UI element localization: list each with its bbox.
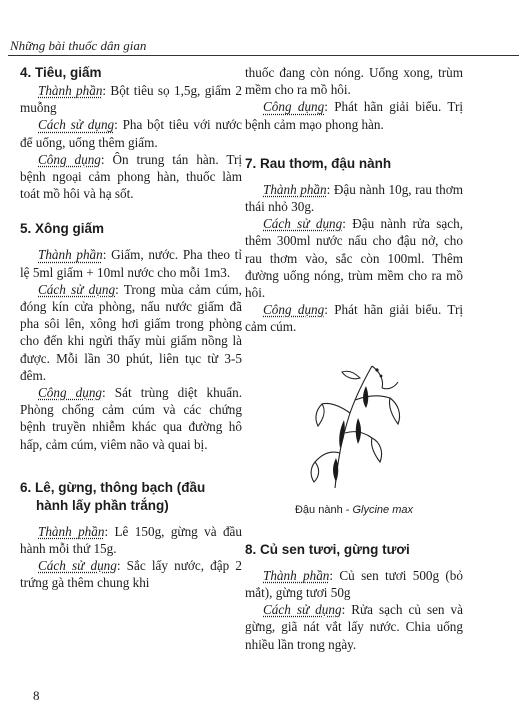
effect-text: : Sát trùng diệt khuẩn. Phòng chống cảm cúm và các chứng bệnh truyền nhiễm khác qua đường hô hấp, cảm cúm, viêm não và quai bị. xyxy=(20,385,242,452)
section-8-ingredients xyxy=(245,567,463,601)
section-7-effect xyxy=(245,301,463,335)
ingredients-text: : Lê 150g, gừng và đầu hành mỗi thứ 15g. xyxy=(20,523,242,557)
usage-label: Cách sử dụng xyxy=(38,558,117,574)
usage-label: Cách sử dụng xyxy=(263,602,342,618)
section-7-ingredients xyxy=(245,181,463,215)
usage-text: : Đậu nành rửa sạch, thêm 300ml nước nấu cho đậu nở, cho rau thơm vào, sắc còn 100ml. Thêm đường uống nóng, trùm mềm cho ra mồ hôi. xyxy=(245,216,463,301)
soybean-illustration xyxy=(245,350,463,500)
effect-text: : Phát hãn giải biểu. Trị cảm cúm. xyxy=(245,302,464,335)
effect-label: Công dụng xyxy=(263,302,325,318)
figure-caption xyxy=(245,502,463,519)
running-head: Những bài thuốc dân gian xyxy=(10,38,147,53)
section-4-usage xyxy=(20,116,242,150)
ingredients-text: : Củ sen tươi 500g (bỏ mắt), gừng tươi 50g xyxy=(245,567,463,601)
section-6-title xyxy=(20,479,242,515)
ingredients-text: : Đậu nành 10g, rau thơm thái nhỏ 30g. xyxy=(245,181,463,215)
left-column xyxy=(20,64,242,592)
section-6-title-line2: hành lấy phần trắng) xyxy=(36,497,169,513)
section-4-ingredients xyxy=(20,82,242,116)
usage-text: : Trong mùa cảm cúm, đóng kín cửa phòng, nấu nước giấm đã pha sôi lên, xông hơi giấm trong phòng cho đến khi ngửi thấy mùi giấm nồng là được. Mỗi lần 30 phút, liên tục từ 3-5 đêm. xyxy=(20,281,242,383)
caption-common-name: Đậu nành - xyxy=(294,503,353,516)
ingredients-label: Thành phần xyxy=(38,247,103,263)
usage-text: : Pha bột tiêu với nước để uống, uống thêm giấm. xyxy=(20,117,242,150)
usage-label: Cách sử dụng xyxy=(263,216,343,232)
usage-label: Cách sử dụng xyxy=(38,117,115,133)
section-6-continuation: thuốc đang còn nóng. Uống xong, trùm mềm cho ra mồ hôi. xyxy=(245,65,463,98)
header-rule xyxy=(8,55,519,56)
section-7-title: 7. Rau thơm, đậu nành xyxy=(245,155,392,171)
section-6-title-line1: 6. Lê, gừng, thông bạch (đầu xyxy=(20,479,206,495)
effect-text: : Phát hãn giải biểu. Trị bệnh cảm mạo phong hàn. xyxy=(245,99,464,132)
ingredients-text: : Giấm, nước. Pha theo tỉ lệ 5ml giấm + 10ml nước cho mỗi 1m3. xyxy=(20,247,242,280)
usage-label: Cách sử dụng xyxy=(38,281,116,297)
section-5-effect xyxy=(20,384,242,453)
section-4-effect xyxy=(20,151,242,203)
soybean-plant-drawing xyxy=(300,358,410,493)
ingredients-label: Thành phần xyxy=(38,83,103,98)
section-5-usage xyxy=(20,281,242,384)
page-number: 8 xyxy=(33,688,40,703)
section-6-ingredients xyxy=(20,523,242,557)
section-4-title: 4. Tiêu, giấm xyxy=(20,65,102,80)
section-6-effect xyxy=(245,98,463,132)
ingredients-text: : Bột tiêu sọ 1,5g, giấm 2 muỗng xyxy=(20,83,242,116)
section-8-usage xyxy=(245,601,463,653)
effect-label: Công dụng xyxy=(38,151,101,167)
effect-text: : Ôn trung tán hàn. Trị bệnh ngoại cảm phong hàn, thuốc làm toát mồ hôi và hạ sốt. xyxy=(20,151,243,202)
section-6-usage xyxy=(20,557,242,591)
section-7-usage xyxy=(245,215,463,301)
ingredients-label: Thành phần xyxy=(263,567,330,583)
ingredients-label: Thành phần xyxy=(263,181,327,197)
section-8-title: 8. Củ sen tươi, gừng tươi xyxy=(245,541,410,557)
ingredients-label: Thành phần xyxy=(38,523,105,539)
usage-text: : Sắc lấy nước, đập 2 trứng gà thêm chung khi xyxy=(20,558,242,591)
caption-scientific-name: Glycine max xyxy=(352,503,413,516)
usage-text: : Rửa sạch củ sen và gừng, giã nát vắt lấy nước. Chia uống nhiều lần trong ngày. xyxy=(245,602,463,652)
effect-label: Công dụng xyxy=(263,99,325,115)
section-5-ingredients xyxy=(20,246,242,280)
right-column xyxy=(245,64,463,653)
section-5-title: 5. Xông giấm xyxy=(20,221,105,237)
effect-label: Công dụng xyxy=(38,385,103,401)
